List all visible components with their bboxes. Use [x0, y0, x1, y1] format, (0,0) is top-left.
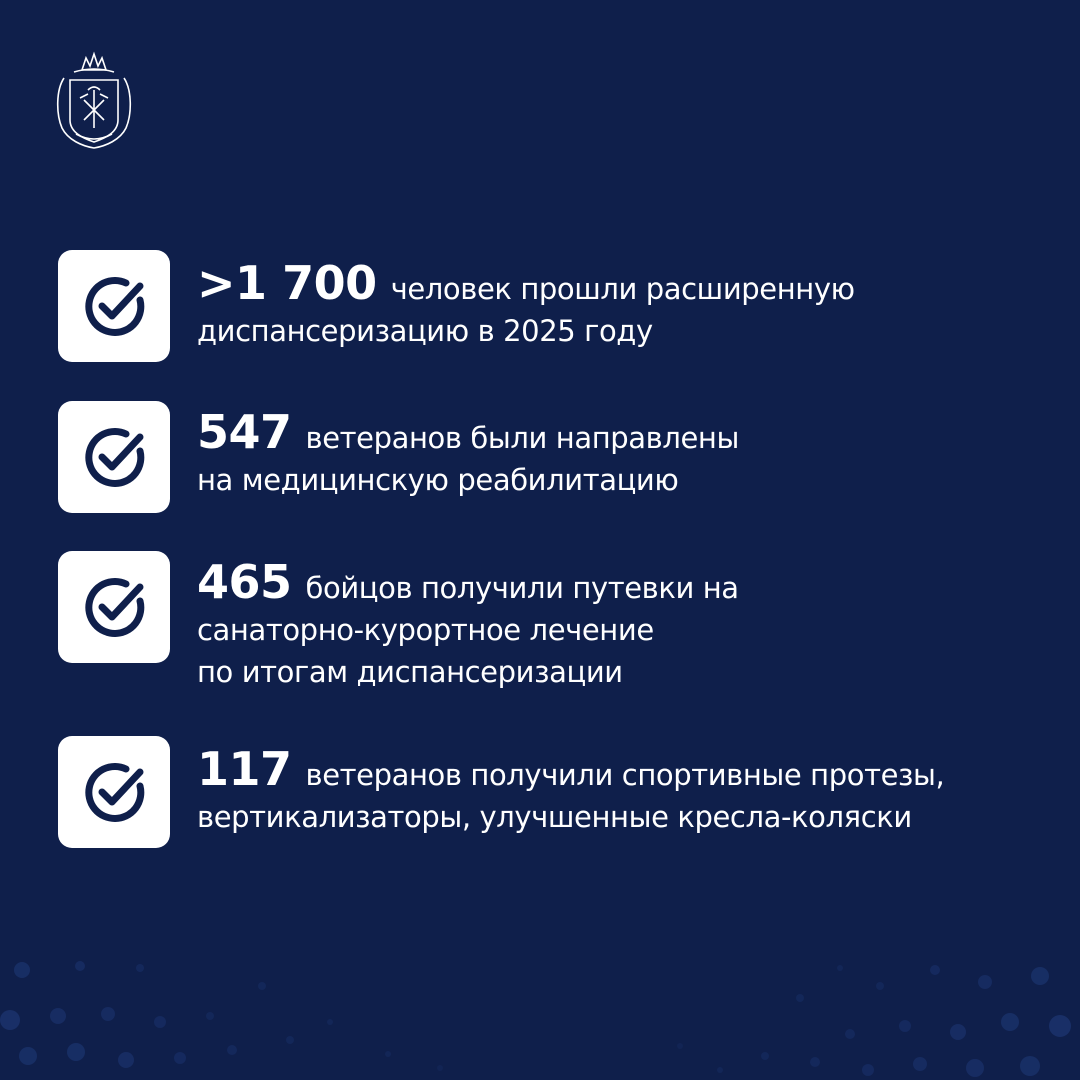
coat-of-arms-icon: [52, 50, 136, 152]
stat-text: [197, 555, 1057, 693]
stat-number: >1 700: [197, 256, 377, 310]
check-circle-icon: [80, 272, 148, 340]
stat-line-2: санаторно-курортное лечение: [197, 613, 654, 647]
check-card: [58, 736, 170, 848]
decorative-dots: [0, 930, 1080, 1080]
check-card: [58, 250, 170, 362]
stat-line-2: вертикализаторы, улучшенные кресла-коляски: [197, 800, 912, 834]
stat-text: [197, 405, 1057, 501]
check-card: [58, 551, 170, 663]
stat-line-3: по итогам диспансеризации: [197, 655, 623, 689]
stat-line-2: диспансеризацию в 2025 году: [197, 314, 653, 348]
check-circle-icon: [80, 573, 148, 641]
stat-number: 465: [197, 555, 292, 609]
stat-line-2: на медицинскую реабилитацию: [197, 463, 679, 497]
stat-line-1: бойцов получили путевки на: [305, 571, 739, 605]
stat-line-1: ветеранов получили спортивные протезы,: [305, 758, 945, 792]
stat-number: 547: [197, 405, 292, 459]
stat-line-1: ветеранов были направлены: [305, 421, 739, 455]
stat-text: [197, 742, 1057, 838]
stat-number: 117: [197, 742, 292, 796]
check-circle-icon: [80, 423, 148, 491]
check-circle-icon: [80, 758, 148, 826]
check-card: [58, 401, 170, 513]
stat-text: [197, 256, 1057, 352]
stat-line-1: человек прошли расширенную: [390, 272, 855, 306]
